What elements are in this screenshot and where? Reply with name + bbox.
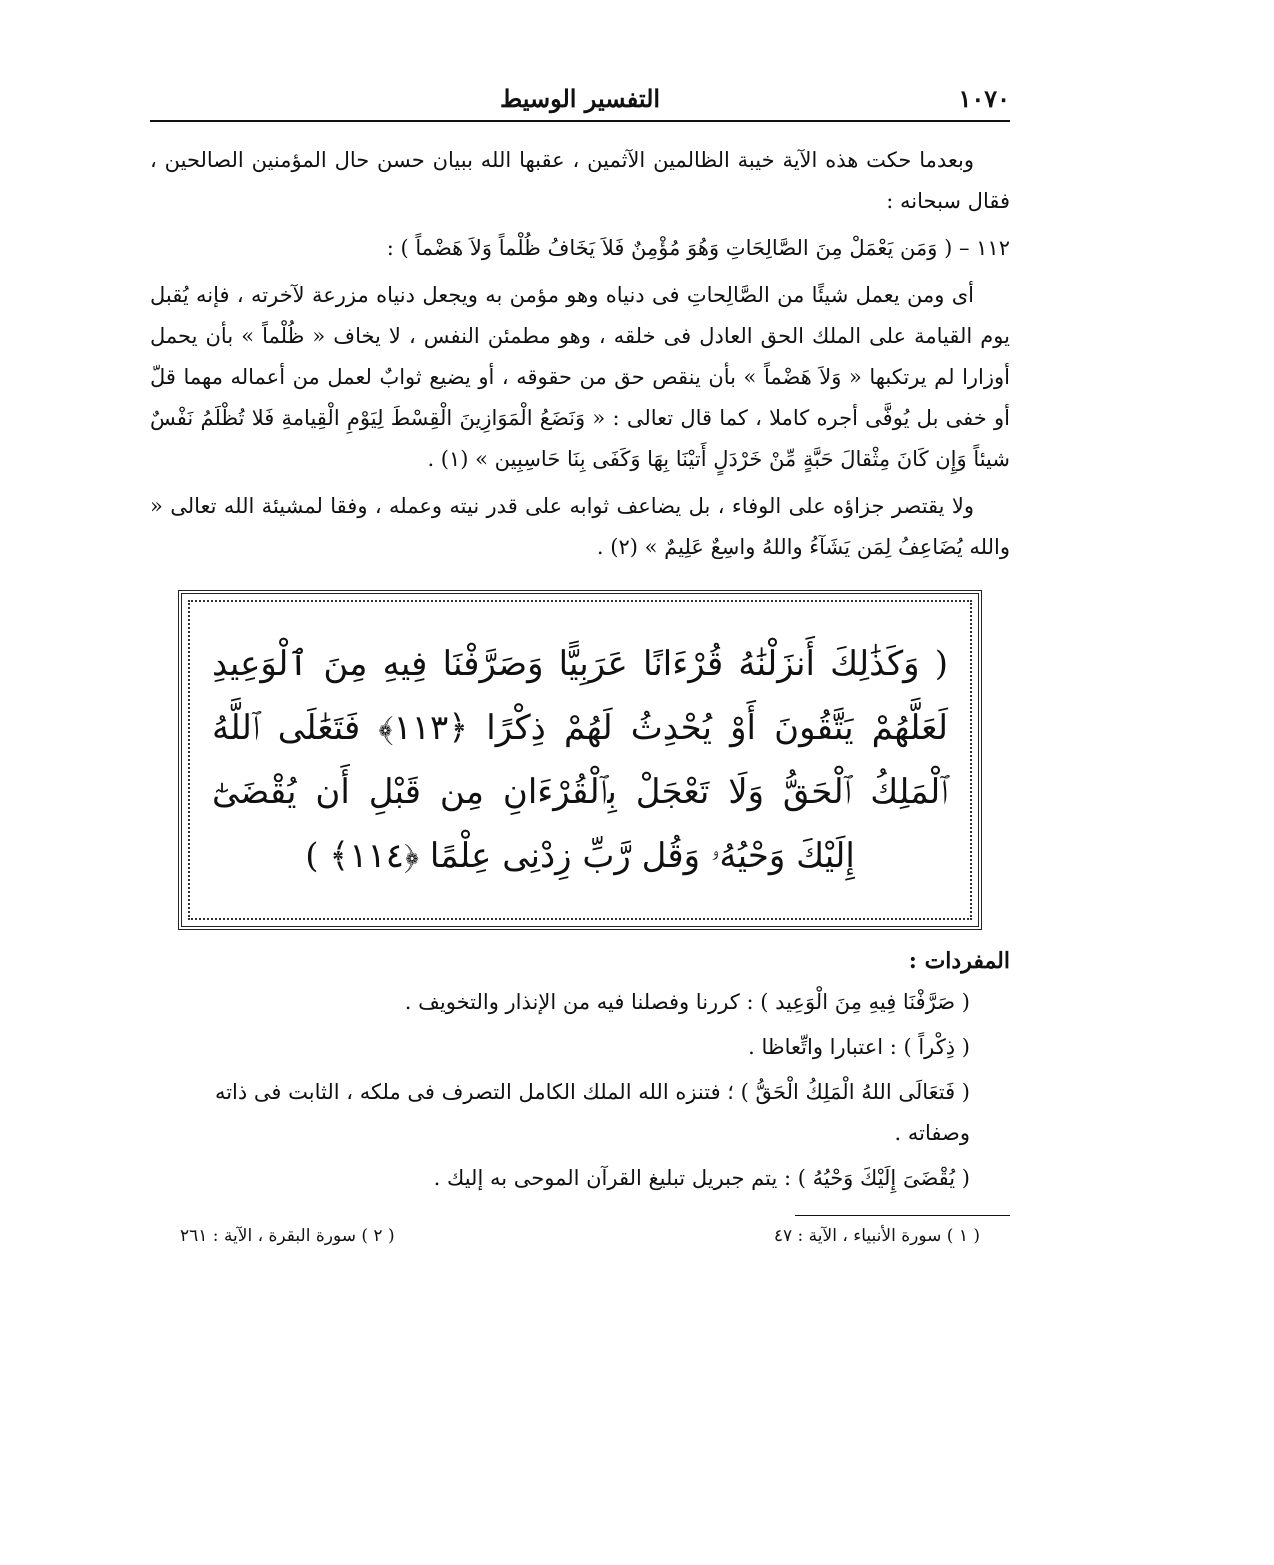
paragraph: وبعدما حكت هذه الآية خيبة الظالمين الآثمين ، عقبها الله ببيان حسن حال المؤمنين الصالحين ، فقال سبحانه : [150, 148, 1010, 213]
footnote-divider [795, 1215, 1010, 1216]
vocab-item: ( صَرَّفْنَا فِيهِ مِنَ الْوَعِيد ) : كررنا وفصلنا فيه من الإنذار والتخويف . [404, 990, 970, 1014]
footnote-2: ( ٢ ) سورة البقرة ، الآية : ٢٦١ [180, 1226, 395, 1246]
running-title: التفسير الوسيط [499, 84, 661, 113]
footnote-1: ( ١ ) سورة الأنبياء ، الآية : ٤٧ [773, 1226, 980, 1246]
vocabulary-list [150, 982, 1010, 1199]
vocab-item: ( فَتعَالَى اللهُ الْمَلِكُ الْحَقُّ ) ؛ فتنزه الله الملك الكامل التصرف فى ملكه ، الثابت فى ذاته وصفاته . [214, 1080, 970, 1145]
page-number: ١٠٧٠ [958, 84, 1010, 113]
quran-verse-text: ( وَكَذَٰلِكَ أَنزَلْنَٰهُ قُرْءَانًا عَرَبِيًّا وَصَرَّفْنَا فِيهِ مِنَ ٱلْوَعِيدِ لَعَلَّهُمْ يَتَّقُونَ أَوْ يُحْدِثُ لَهُمْ ذِكْرًا ﴿١١٣﴾ فَتَعَٰلَى ٱللَّهُ ٱلْمَلِكُ ٱلْحَقُّ وَلَا تَعْجَلْ بِٱلْقُرْءَانِ مِن قَبْلِ أَن يُقْضَىٰٓ إِلَيْكَ وَحْيُهُۥ وَقُل رَّبِّ زِدْنِى عِلْمًا ﴿١١٤﴾ ) [188, 600, 972, 920]
quran-verse-box [178, 590, 982, 930]
footnotes [150, 1226, 1010, 1246]
book-page [150, 70, 1010, 1246]
paragraph: أى ومن يعمل شيئًا من الصَّالِحاتِ فى دنياه وهو مؤمن به ويجعل دنياه مزرعة لآخرته ، فإنه يُقبل يوم القيامة على الملك الحق العادل فى خلقه ، وهو مطمئن النفس ، لا يخاف « ظُلْماً » بأن يحمل أوزارا لم يرتكبها « وَلاَ هَضْماً » بأن ينقص حق من حقوقه ، أو يضيع ثوابٌ لعمل من أعماله مهما قلّ أو خفى بل يُوفَّى أجره كاملا ، كما قال تعالى : « وَنَضَعُ الْمَوَازِينَ الْقِسْطَ لِيَوْمِ الْقِيامةِ فَلا تُظْلَمُ نَفْسٌ شيئاً وَإِن كَانَ مِثْقالَ حَبَّةٍ مِّنْ خَرْدَلٍ أَتيْنَا بِهَا وَكَفَى بِنَا حَاسِبِين » (١) . [150, 283, 1010, 471]
page-header [150, 70, 1010, 122]
paragraph: ولا يقتصر جزاؤه على الوفاء ، بل يضاعف ثوابه على قدر نيته وعمله ، وفقا لمشيئة الله تعالى « والله يُضَاعِفُ لِمَن يَشَآءُ واللهُ واسِعٌ عَلِيمٌ » (٢) . [150, 494, 1010, 559]
vocab-item: ( يُقْضَىَ إِلَيْكَ وَحْيُهُ ) : يتم جبريل تبليغ القرآن الموحى به إليك . [433, 1166, 970, 1190]
verse-heading: ١١٢ – ( وَمَن يَعْمَلْ مِنَ الصَّالِحَاتِ وَهُوَ مُؤْمِنٌ فَلاَ يَخَافُ ظُلْماً وَلاَ هَضْماً ) : [386, 236, 1010, 260]
vocab-item: ( ذِكْراً ) : اعتبارا واتِّعاظا . [748, 1035, 970, 1059]
vocabulary-heading: المفردات : [908, 948, 1010, 974]
commentary-text [150, 140, 1010, 568]
